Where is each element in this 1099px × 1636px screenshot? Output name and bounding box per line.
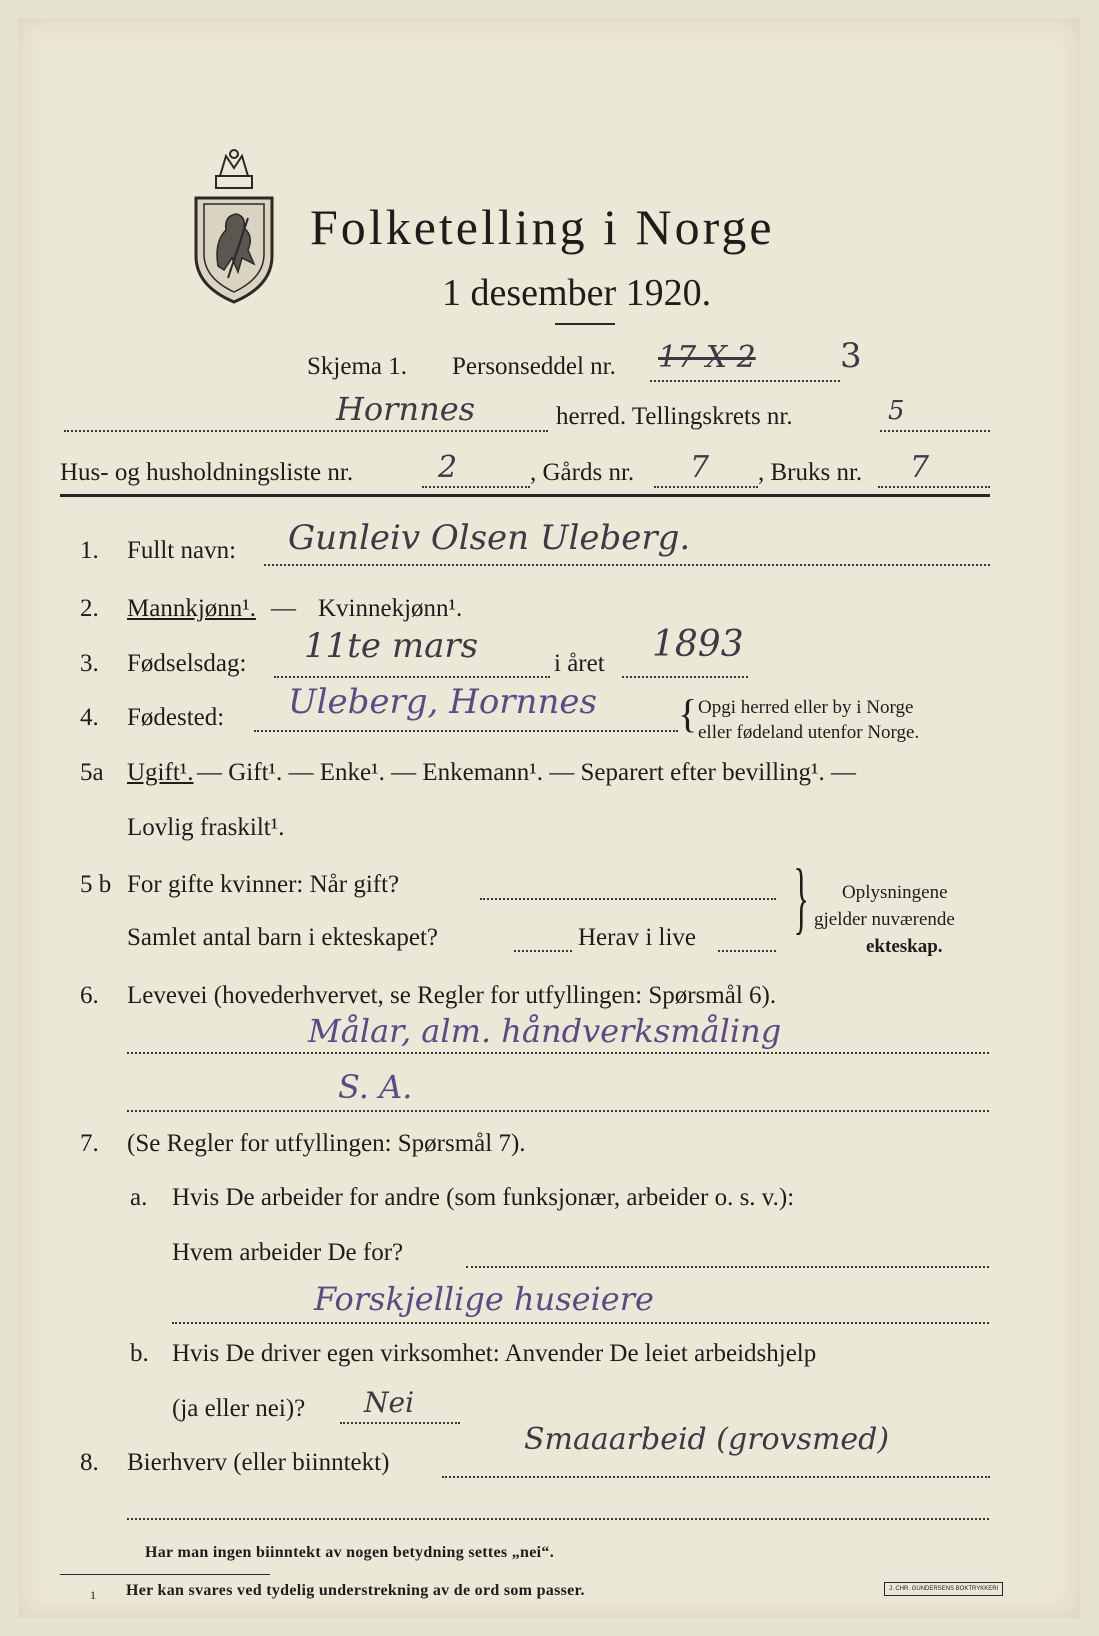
- q7b-number: b.: [130, 1340, 149, 1367]
- q4-number: 4.: [80, 704, 99, 731]
- q5a-option-ugift[interactable]: Ugift¹.: [127, 759, 194, 786]
- q3-day-line: [274, 676, 550, 678]
- q5b-number: 5 b: [80, 871, 112, 898]
- q5b-alive-line: [718, 950, 776, 952]
- q1-line: [264, 564, 990, 566]
- q6-number: 6.: [80, 982, 99, 1009]
- q7a-text: Hvis De arbeider for andre (som funksjonær, arbeider o. s. v.):: [172, 1184, 795, 1211]
- q5b-children-label: Samlet antal barn i ekteskapet?: [127, 924, 438, 951]
- q4-label: Fødested:: [127, 704, 225, 731]
- q7a-line1: [466, 1266, 989, 1268]
- q6-label: Levevei (hovederhvervet, se Regler for utfyllingen: Spørsmål 6).: [127, 982, 777, 1009]
- q4-note-line2: eller fødeland utenfor Norge.: [698, 722, 920, 743]
- liste-label: Hus- og husholdningsliste nr.: [60, 459, 354, 486]
- bruks-line: [878, 486, 990, 488]
- q5a-number: 5a: [80, 759, 104, 786]
- q2-number: 2.: [80, 595, 99, 622]
- personseddel-struck-value: 17 X 2: [658, 340, 756, 375]
- form-title: Folketelling i Norge: [310, 199, 775, 255]
- bruks-value: 7: [910, 450, 930, 485]
- q5b-married-label: For gifte kvinner: Når gift?: [127, 871, 400, 898]
- q3-label: Fødselsdag:: [127, 650, 247, 677]
- liste-value: 2: [438, 450, 458, 485]
- q4-brace: {: [678, 691, 698, 736]
- footnote-text: Her kan svares ved tydelig understrekning av de ord som passer.: [126, 1582, 585, 1599]
- personseddel-label: Personseddel nr.: [452, 353, 616, 380]
- printer-stamp: J. CHR. GUNDERSENS BOKTRYKKERI: [884, 1582, 1003, 1596]
- q7b-text: Hvis De driver egen virksomhet: Anvender De leiet arbeidshjelp: [172, 1340, 817, 1367]
- liste-line: [422, 486, 530, 488]
- q1-label: Fullt navn:: [127, 537, 237, 564]
- q6-value2: S. A.: [338, 1068, 413, 1106]
- q5b-note-line2: gjelder nuværende: [814, 909, 955, 930]
- q1-value: Gunleiv Olsen Uleberg.: [288, 518, 691, 558]
- q3-number: 3.: [80, 650, 99, 677]
- census-form: [18, 18, 1080, 1618]
- header-divider: [60, 494, 990, 497]
- footnote-divider: [60, 1574, 270, 1575]
- q7b-value: Nei: [364, 1386, 415, 1419]
- herred-label: herred. Tellingskrets nr.: [556, 403, 793, 430]
- title-divider: [555, 323, 615, 325]
- q7a-line2: [172, 1322, 989, 1324]
- q2-option-female[interactable]: Kvinnekjønn¹.: [318, 595, 463, 622]
- q4-value: Uleberg, Hornnes: [288, 682, 597, 722]
- q8-line: [442, 1476, 990, 1478]
- q7b-line: [340, 1422, 460, 1424]
- gards-line: [654, 486, 758, 488]
- herred-value: Hornnes: [336, 390, 476, 428]
- personseddel-value: 3: [840, 336, 862, 376]
- tellingskrets-value: 5: [888, 396, 905, 426]
- q2-option-male[interactable]: Mannkjønn¹.: [127, 595, 257, 622]
- personseddel-line: [650, 380, 840, 382]
- q7a-number: a.: [130, 1184, 148, 1211]
- q7a-value: Forskjellige huseiere: [314, 1280, 654, 1318]
- gards-label: , Gårds nr.: [530, 459, 635, 486]
- schema-label: Skjema 1.: [307, 353, 407, 380]
- q5b-brace: }: [793, 854, 809, 942]
- q8-value: Smaaarbeid (grovsmed): [524, 1422, 890, 1457]
- bruks-label: , Bruks nr.: [758, 459, 863, 486]
- q5b-note-line3: ekteskap.: [866, 936, 943, 957]
- q5b-alive-label: Herav i live: [578, 924, 697, 951]
- q5b-children-line: [514, 950, 572, 952]
- q5a-option-fraskilt[interactable]: Lovlig fraskilt¹.: [127, 814, 285, 841]
- q2-separator: —: [271, 595, 296, 622]
- q4-note-line1: Opgi herred eller by i Norge: [698, 697, 914, 718]
- q4-line: [254, 730, 678, 732]
- footer-note: Har man ingen biinntekt av nogen betydning settes „nei“.: [145, 1544, 554, 1561]
- q5a-other-options[interactable]: — Gift¹. — Enke¹. — Enkemann¹. — Separert efter bevilling¹. —: [197, 759, 856, 786]
- q7-number: 7.: [80, 1130, 99, 1157]
- q3-year-line: [622, 676, 748, 678]
- q8-line2: [127, 1518, 989, 1520]
- herred-line: [64, 430, 548, 432]
- coat-of-arms-icon: [188, 146, 280, 306]
- footnote-mark: 1: [90, 1588, 96, 1602]
- form-date: 1 desember 1920.: [442, 272, 712, 314]
- q7a-label: Hvem arbeider De for?: [172, 1239, 404, 1266]
- q5b-married-line: [480, 898, 776, 900]
- q6-value1: Målar, alm. håndverksmåling: [308, 1012, 782, 1050]
- q3-day-value: 11te mars: [304, 626, 479, 666]
- q6-line1: [127, 1052, 989, 1054]
- q3-year-value: 1893: [652, 624, 744, 665]
- q7b-label: (ja eller nei)?: [172, 1395, 306, 1422]
- q8-label: Bierhverv (eller biinntekt): [127, 1449, 390, 1476]
- q5b-note-line1: Oplysningene: [842, 882, 948, 903]
- q3-year-label: i året: [554, 650, 605, 677]
- q1-number: 1.: [80, 537, 99, 564]
- q8-number: 8.: [80, 1449, 99, 1476]
- q7-label: (Se Regler for utfyllingen: Spørsmål 7).: [127, 1130, 526, 1157]
- tellingskrets-line: [880, 430, 990, 432]
- gards-value: 7: [690, 450, 710, 485]
- q6-line2: [127, 1110, 989, 1112]
